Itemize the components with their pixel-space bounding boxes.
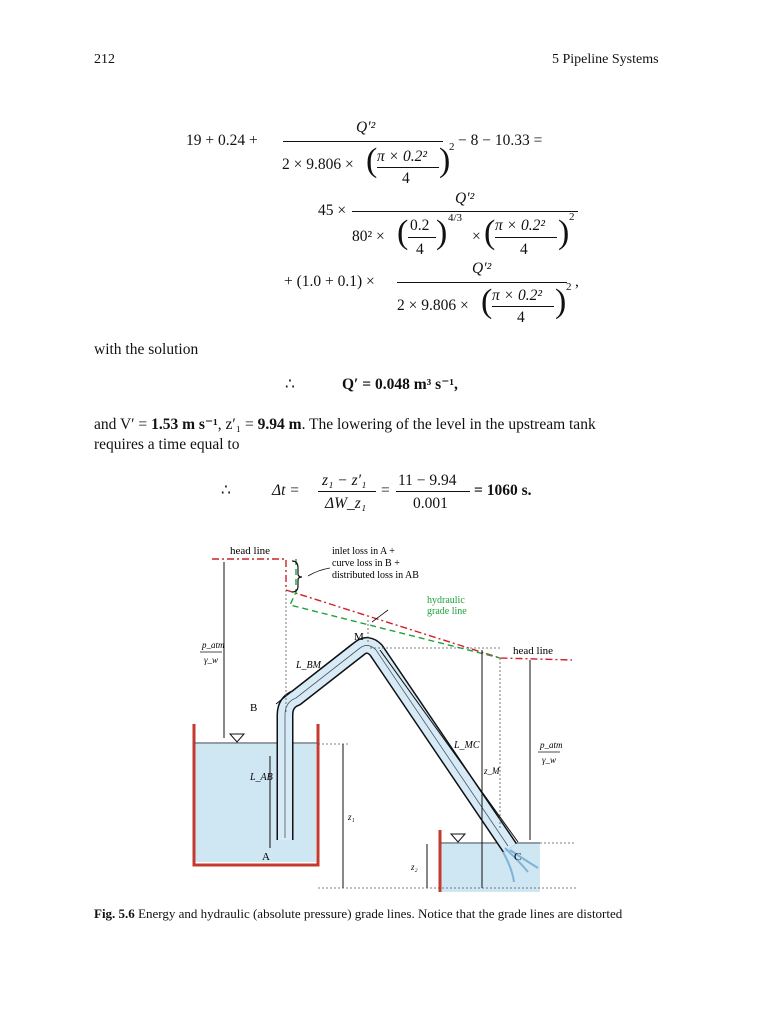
eq-four-3: 4 xyxy=(517,309,525,326)
eq-den-a-1: 2 × 9.806 × xyxy=(282,156,354,173)
q-result: Q′ = 0.048 m³ s⁻¹, xyxy=(342,376,458,393)
eq-four-2b: 4 xyxy=(520,241,528,258)
eq-q2-3: Q′² xyxy=(472,260,492,277)
label-hgl-2: grade line xyxy=(427,606,467,617)
eq-times-2: × xyxy=(472,228,481,245)
dt-result: = 1060 s. xyxy=(474,482,532,499)
dt-den2: 0.001 xyxy=(413,495,448,512)
page-number: 212 xyxy=(94,52,115,67)
eq-lhs-suffix: − 8 − 10.33 = xyxy=(458,132,543,149)
eq-q2-1: Q′² xyxy=(356,119,376,136)
dt-den1: ΔW_z₁ xyxy=(325,495,367,512)
pipeline-figure xyxy=(0,530,768,900)
paren-close-1: ) xyxy=(439,142,451,179)
and-line-b: . The lowering of the level in the upstream tank xyxy=(301,416,596,433)
label-patm-left: p_atm xyxy=(202,640,225,650)
paren-open-1: ( xyxy=(366,142,378,179)
water-level-symbol-2 xyxy=(451,834,465,842)
eq-four-2a: 4 xyxy=(416,241,424,258)
eq-coef45: 45 × xyxy=(318,202,347,219)
requires-line: requires a time equal to xyxy=(94,436,240,453)
therefore-2: ∴ xyxy=(221,482,231,499)
v-value: 1.53 m s⁻¹ xyxy=(151,416,218,433)
eq-pi-3: π × 0.2² xyxy=(492,287,542,304)
label-hgl-1: hydraulic xyxy=(427,595,465,606)
label-head-line-left: head line xyxy=(230,545,271,557)
sq-3: 2 xyxy=(566,281,572,293)
sq-2: 2 xyxy=(569,211,575,223)
eq-ratio-num: 0.2 xyxy=(410,217,430,234)
eq-q2-2: Q′² xyxy=(455,190,475,207)
inner-bar-2a xyxy=(408,237,436,238)
label-loss-2: curve loss in B + xyxy=(332,558,400,569)
loss-brace xyxy=(292,561,302,592)
exp-43: 4/3 xyxy=(448,212,463,224)
z-mid: , z′₁ = xyxy=(217,416,258,433)
dt-eq: = xyxy=(381,482,390,499)
eq-four-1: 4 xyxy=(402,170,410,187)
therefore-1: ∴ xyxy=(285,376,295,393)
eq-pi-1: π × 0.2² xyxy=(377,148,427,165)
chapter-title: 5 Pipeline Systems xyxy=(552,52,659,67)
label-b: B xyxy=(250,702,258,714)
eq-plus-line: + (1.0 + 0.1) × xyxy=(284,273,375,290)
dt-bar1 xyxy=(318,491,376,492)
paren-close-4: ) xyxy=(555,283,567,320)
eq-den-a-3: 2 × 9.806 × xyxy=(397,297,469,314)
paren-open-3: ( xyxy=(484,214,496,251)
dt-num1: z₁ − z′₁ xyxy=(322,472,367,489)
label-loss-1: inlet loss in A + xyxy=(332,546,395,557)
eq-pi-2: π × 0.2² xyxy=(495,217,545,234)
paren-close-3: ) xyxy=(558,214,570,251)
label-m: M xyxy=(354,631,364,643)
label-a: A xyxy=(262,851,270,863)
paren-close-2: ) xyxy=(436,214,448,251)
label-patm-right: p_atm xyxy=(540,740,563,750)
paren-open-4: ( xyxy=(481,283,493,320)
caption-label: Fig. 5.6 xyxy=(94,906,135,921)
label-lmc: L_MC xyxy=(454,740,480,751)
caption-text: Energy and hydraulic (absolute pressure) grade lines. Notice that the grade lines are distorted xyxy=(138,906,623,921)
label-lbm: L_BM xyxy=(296,660,321,671)
with-solution: with the solution xyxy=(94,341,199,358)
label-c: C xyxy=(514,851,522,863)
eq-lhs-prefix: 19 + 0.24 + xyxy=(186,132,258,149)
eq-comma: , xyxy=(575,273,579,290)
eq-den-b: 80² × xyxy=(352,228,385,245)
water-level-symbol-1 xyxy=(230,734,244,742)
z-value: 9.94 m xyxy=(257,416,302,433)
sq-1: 2 xyxy=(449,141,455,153)
label-lab: L_AB xyxy=(250,772,273,783)
fraction-bar-1 xyxy=(283,141,443,142)
fraction-bar-2 xyxy=(352,211,578,212)
upstream-water xyxy=(194,742,316,862)
inner-bar-2b xyxy=(495,237,557,238)
label-zm: z_M xyxy=(484,766,500,776)
paren-open-2: ( xyxy=(397,214,409,251)
dt-num2: 11 − 9.94 xyxy=(398,472,457,489)
and-line-a: and V′ = xyxy=(94,416,152,433)
label-head-line-right: head line xyxy=(513,645,554,657)
dt-lhs: Δt = xyxy=(272,482,300,499)
label-gamma-right: γ_w xyxy=(542,755,557,765)
label-z1: z₁ xyxy=(348,812,355,822)
figure-caption xyxy=(94,905,674,922)
label-z2: z₂ xyxy=(411,862,418,872)
label-loss-3: distributed loss in AB xyxy=(332,570,419,581)
label-gamma-left: γ_w xyxy=(204,655,219,665)
dt-bar2 xyxy=(396,491,470,492)
